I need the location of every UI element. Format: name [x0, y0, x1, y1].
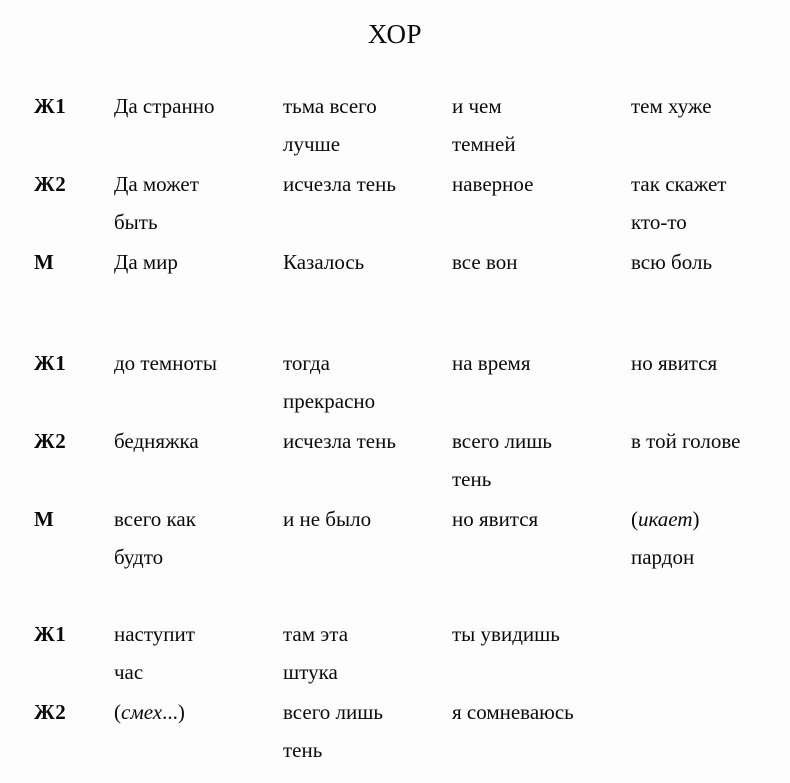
lyric-cell-col1: Да может быть [114, 172, 199, 234]
italic-run: смех [121, 700, 163, 724]
upright-run: пардон [631, 545, 695, 569]
stanza-block-3 [0, 615, 790, 771]
lyric-cell-col2: тьма всего лучше [283, 94, 377, 156]
lyric-cell-col3: всего лишь тень [452, 429, 552, 491]
upright-run: ) [692, 507, 700, 531]
table-row [0, 165, 790, 243]
speaker-label: Ж1 [34, 622, 67, 646]
table-row [0, 344, 790, 422]
lyric-cell-col4: всю боль [631, 250, 713, 274]
lyric-cell-col1: Да мир [114, 250, 178, 274]
speaker-label: Ж2 [34, 700, 67, 724]
stage-direction-cell-col4 [631, 500, 789, 576]
lyric-cell-col4: тем хуже [631, 94, 712, 118]
speaker-label: Ж2 [34, 429, 67, 453]
lyric-cell-col2: там эта штука [283, 622, 349, 684]
lyric-cell-col2: исчезла тень [283, 172, 396, 196]
stage-direction-cell-col1 [114, 693, 282, 731]
table-row [0, 87, 790, 165]
speaker-label: М [34, 507, 55, 531]
lyric-cell-col1: всего как будто [114, 507, 196, 569]
table-row [0, 243, 790, 321]
table-row [0, 615, 790, 693]
lyric-cell-col3: наверное [452, 172, 534, 196]
lyric-cell-col2: и не было [283, 507, 372, 531]
speaker-label: Ж1 [34, 94, 67, 118]
lyric-cell-col3: я сомневаюсь [452, 700, 574, 724]
upright-run: ...) [162, 700, 185, 724]
lyric-cell-col4: но явится [631, 351, 718, 375]
lyric-cell-col2: Казалось [283, 250, 365, 274]
lyric-cell-col1: наступит час [114, 622, 195, 684]
upright-run: ( [114, 700, 121, 724]
lyric-cell-col2: исчезла тень [283, 429, 396, 453]
lyric-cell-col3: и чем темней [452, 94, 516, 156]
page-title: ХОР [367, 19, 423, 49]
lyric-cell-col3: все вон [452, 250, 518, 274]
lyric-cell-col2: тогда прекрасно [283, 351, 376, 413]
lyric-cell-col1: до темноты [114, 351, 217, 375]
lyric-cell-col1: бедняжка [114, 429, 199, 453]
lyric-cell-col4: так скажет кто-то [631, 172, 727, 234]
lyric-cell-col3: ты увидишь [452, 622, 560, 646]
stanza-block-1 [0, 87, 790, 321]
lyric-cell-col4: в той голове [631, 429, 741, 453]
table-row [0, 500, 790, 578]
lyric-cell-col3: но явится [452, 507, 539, 531]
speaker-label: Ж2 [34, 172, 67, 196]
stanza-block-2 [0, 344, 790, 578]
speaker-label: М [34, 250, 55, 274]
table-row [0, 693, 790, 771]
lyric-cell-col2: всего лишь тень [283, 700, 383, 762]
speaker-label: Ж1 [34, 351, 67, 375]
italic-run: икает [638, 507, 693, 531]
lyric-cell-col1: Да странно [114, 94, 215, 118]
table-row [0, 422, 790, 500]
upright-run: ( [631, 507, 638, 531]
lyric-cell-col3: на время [452, 351, 531, 375]
